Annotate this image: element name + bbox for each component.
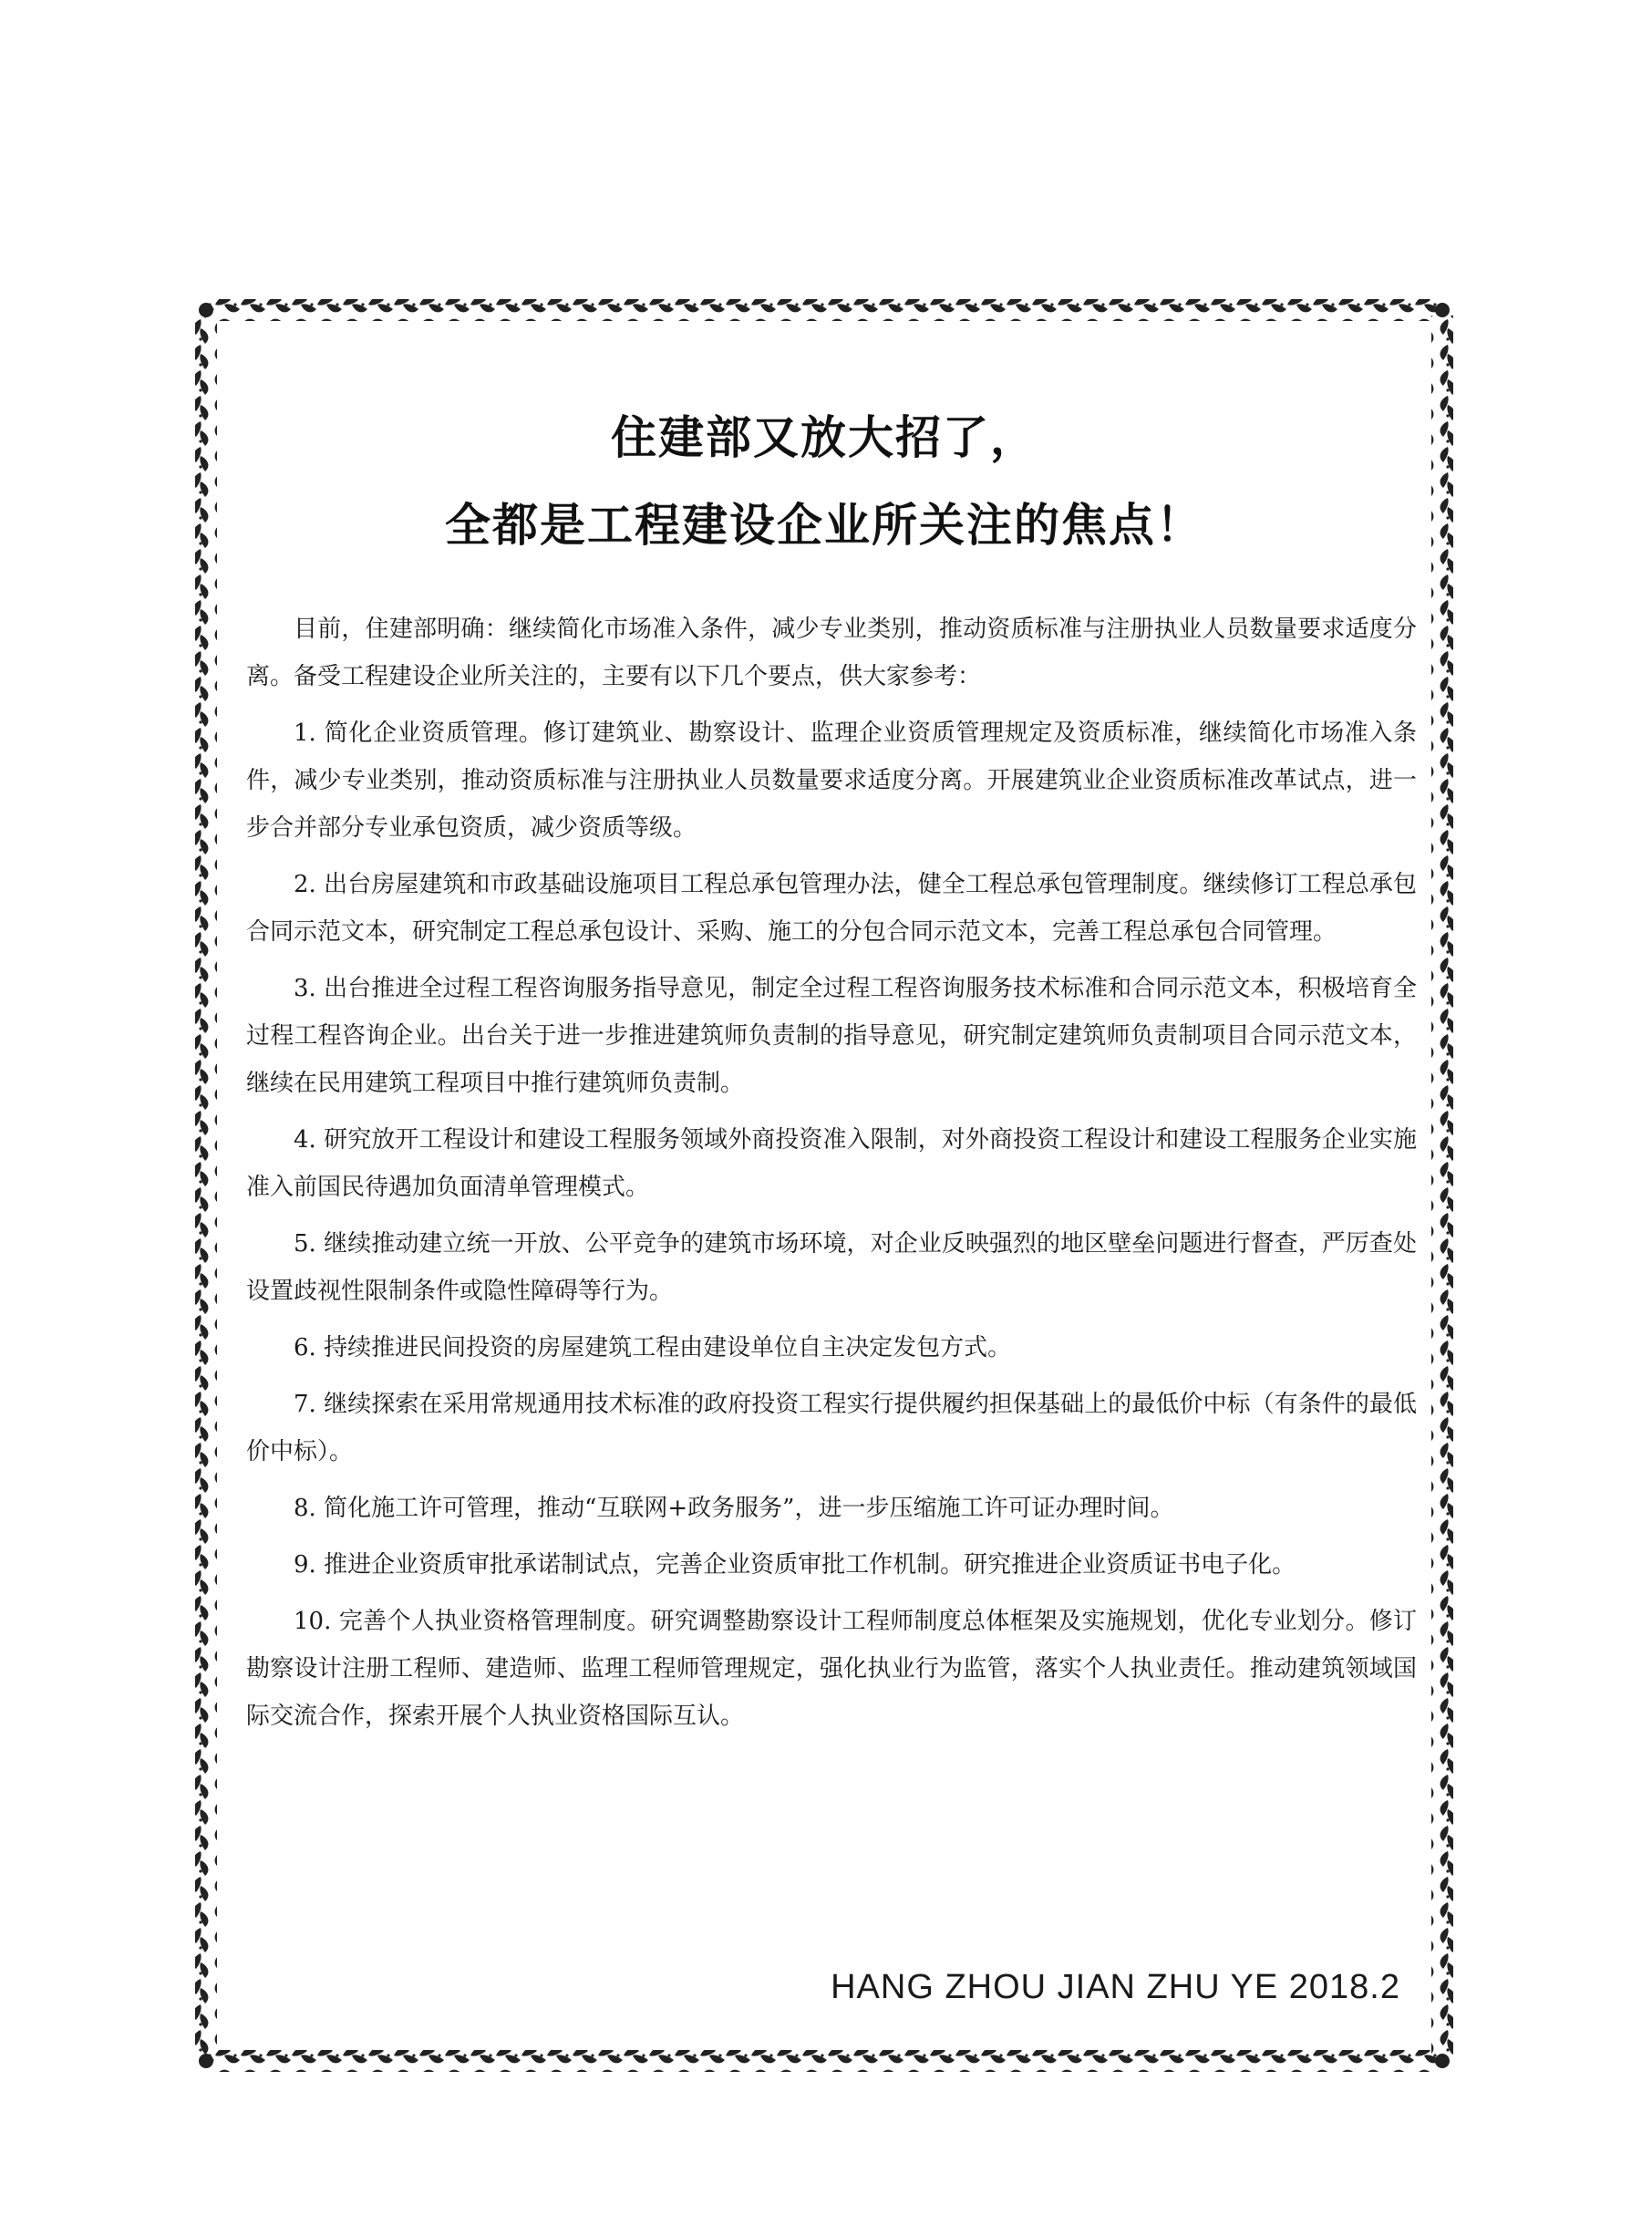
title-line-2: 全都是工程建设企业所关注的焦点！	[445, 499, 1203, 552]
article-title	[244, 394, 1404, 569]
title-line-1: 住建部又放大招了，	[611, 411, 1038, 464]
intro-paragraph: 目前，住建部明确：继续简化市场准入条件，减少专业类别，推动资质标准与注册执业人员数量要求适度分离。备受工程建设企业所关注的，主要有以下几个要点，供大家参考：	[246, 616, 1417, 690]
point-1-paragraph: 1. 简化企业资质管理。修订建筑业、勘察设计、监理企业资质管理规定及资质标准，继续简化市场准入条件，减少专业类别，推动资质标准与注册执业人员数量要求适度分离。开展建筑业企业资质标准改革试点，进一步合并部分专业承包资质，减少资质等级。	[246, 720, 1417, 842]
point-6-paragraph: 6. 持续推进民间投资的房屋建筑工程由建设单位自主决定发包方式。	[294, 1334, 1012, 1361]
point-9-paragraph: 9. 推进企业资质审批承诺制试点，完善企业资质审批工作机制。研究推进企业资质证书电子化。	[294, 1551, 1296, 1579]
journal-footer: HANG ZHOU JIAN ZHU YE 2018.2	[831, 1968, 1400, 2006]
point-4-paragraph: 4. 研究放开工程设计和建设工程服务领域外商投资准入限制，对外商投资工程设计和建设工程服务企业实施准入前国民待遇加负面清单管理模式。	[246, 1126, 1417, 1201]
point-2-paragraph: 2. 出台房屋建筑和市政基础设施项目工程总承包管理办法，健全工程总承包管理制度。继续修订工程总承包合同示范文本，研究制定工程总承包设计、采购、施工的分包合同示范文本，完善工程总承包合同管理。	[246, 871, 1417, 946]
point-7-paragraph: 7. 继续探索在采用常规通用技术标准的政府投资工程实行提供履约担保基础上的最低价中标（有条件的最低价中标）。	[246, 1391, 1417, 1465]
article-frame	[190, 294, 1459, 2077]
point-3-paragraph: 3. 出台推进全过程工程咨询服务指导意见，制定全过程工程咨询服务技术标准和合同示范文本，积极培育全过程工程咨询企业。出台关于进一步推进建筑师负责制的指导意见，研究制定建筑师负责制项目合同示范文本，继续在民用建筑工程项目中推行建筑师负责制。	[246, 975, 1417, 1097]
article-body	[246, 606, 1417, 1749]
point-10-paragraph: 10. 完善个人执业资格管理制度。研究调整勘察设计工程师制度总体框架及实施规划，优化专业划分。修订勘察设计注册工程师、建造师、监理工程师管理规定，强化执业行为监管，落实个人执业责任。推动建筑领域国际交流合作，探索开展个人执业资格国际互认。	[246, 1608, 1417, 1730]
point-8-paragraph: 8. 简化施工许可管理，推动“互联网+政务服务”，进一步压缩施工许可证办理时间。	[294, 1495, 1174, 1522]
point-5-paragraph: 5. 继续推动建立统一开放、公平竞争的建筑市场环境，对企业反映强烈的地区壁垒问题进行督查，严厉查处设置歧视性限制条件或隐性障碍等行为。	[246, 1230, 1417, 1305]
